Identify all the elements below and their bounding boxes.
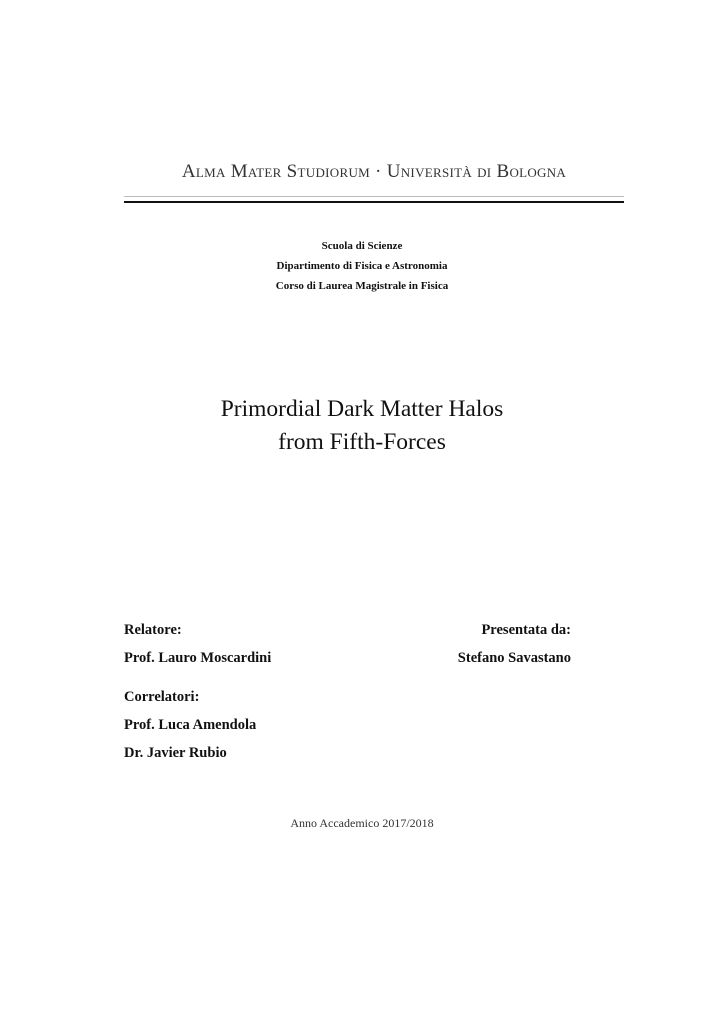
thick-divider bbox=[124, 201, 624, 203]
thin-divider bbox=[124, 196, 624, 197]
co-supervisor-name: Prof. Luca Amendola bbox=[124, 717, 257, 733]
thesis-title bbox=[124, 393, 600, 459]
co-supervisors-label: Correlatori: bbox=[124, 689, 200, 705]
thesis-title-line2: from Fifth-Forces bbox=[278, 429, 446, 455]
institution-block bbox=[124, 236, 600, 296]
university-name: Alma Mater Studiorum · Università di Bologna bbox=[181, 161, 567, 182]
presenter-label: Presentata da: bbox=[481, 622, 571, 638]
co-supervisor-name: Dr. Javier Rubio bbox=[124, 745, 227, 761]
thesis-title-line1: Primordial Dark Matter Halos bbox=[220, 396, 504, 422]
course-name: Corso di Laurea Magistrale in Fisica bbox=[275, 280, 449, 292]
supervisor-name: Prof. Lauro Moscardini bbox=[124, 650, 272, 666]
academic-year: Anno Accademico 2017/2018 bbox=[290, 816, 434, 830]
school-name: Scuola di Scienze bbox=[321, 240, 403, 252]
presenter-name: Stefano Savastano bbox=[457, 650, 571, 666]
department-name: Dipartimento di Fisica e Astronomia bbox=[276, 260, 448, 272]
supervisor-label: Relatore: bbox=[124, 622, 182, 638]
